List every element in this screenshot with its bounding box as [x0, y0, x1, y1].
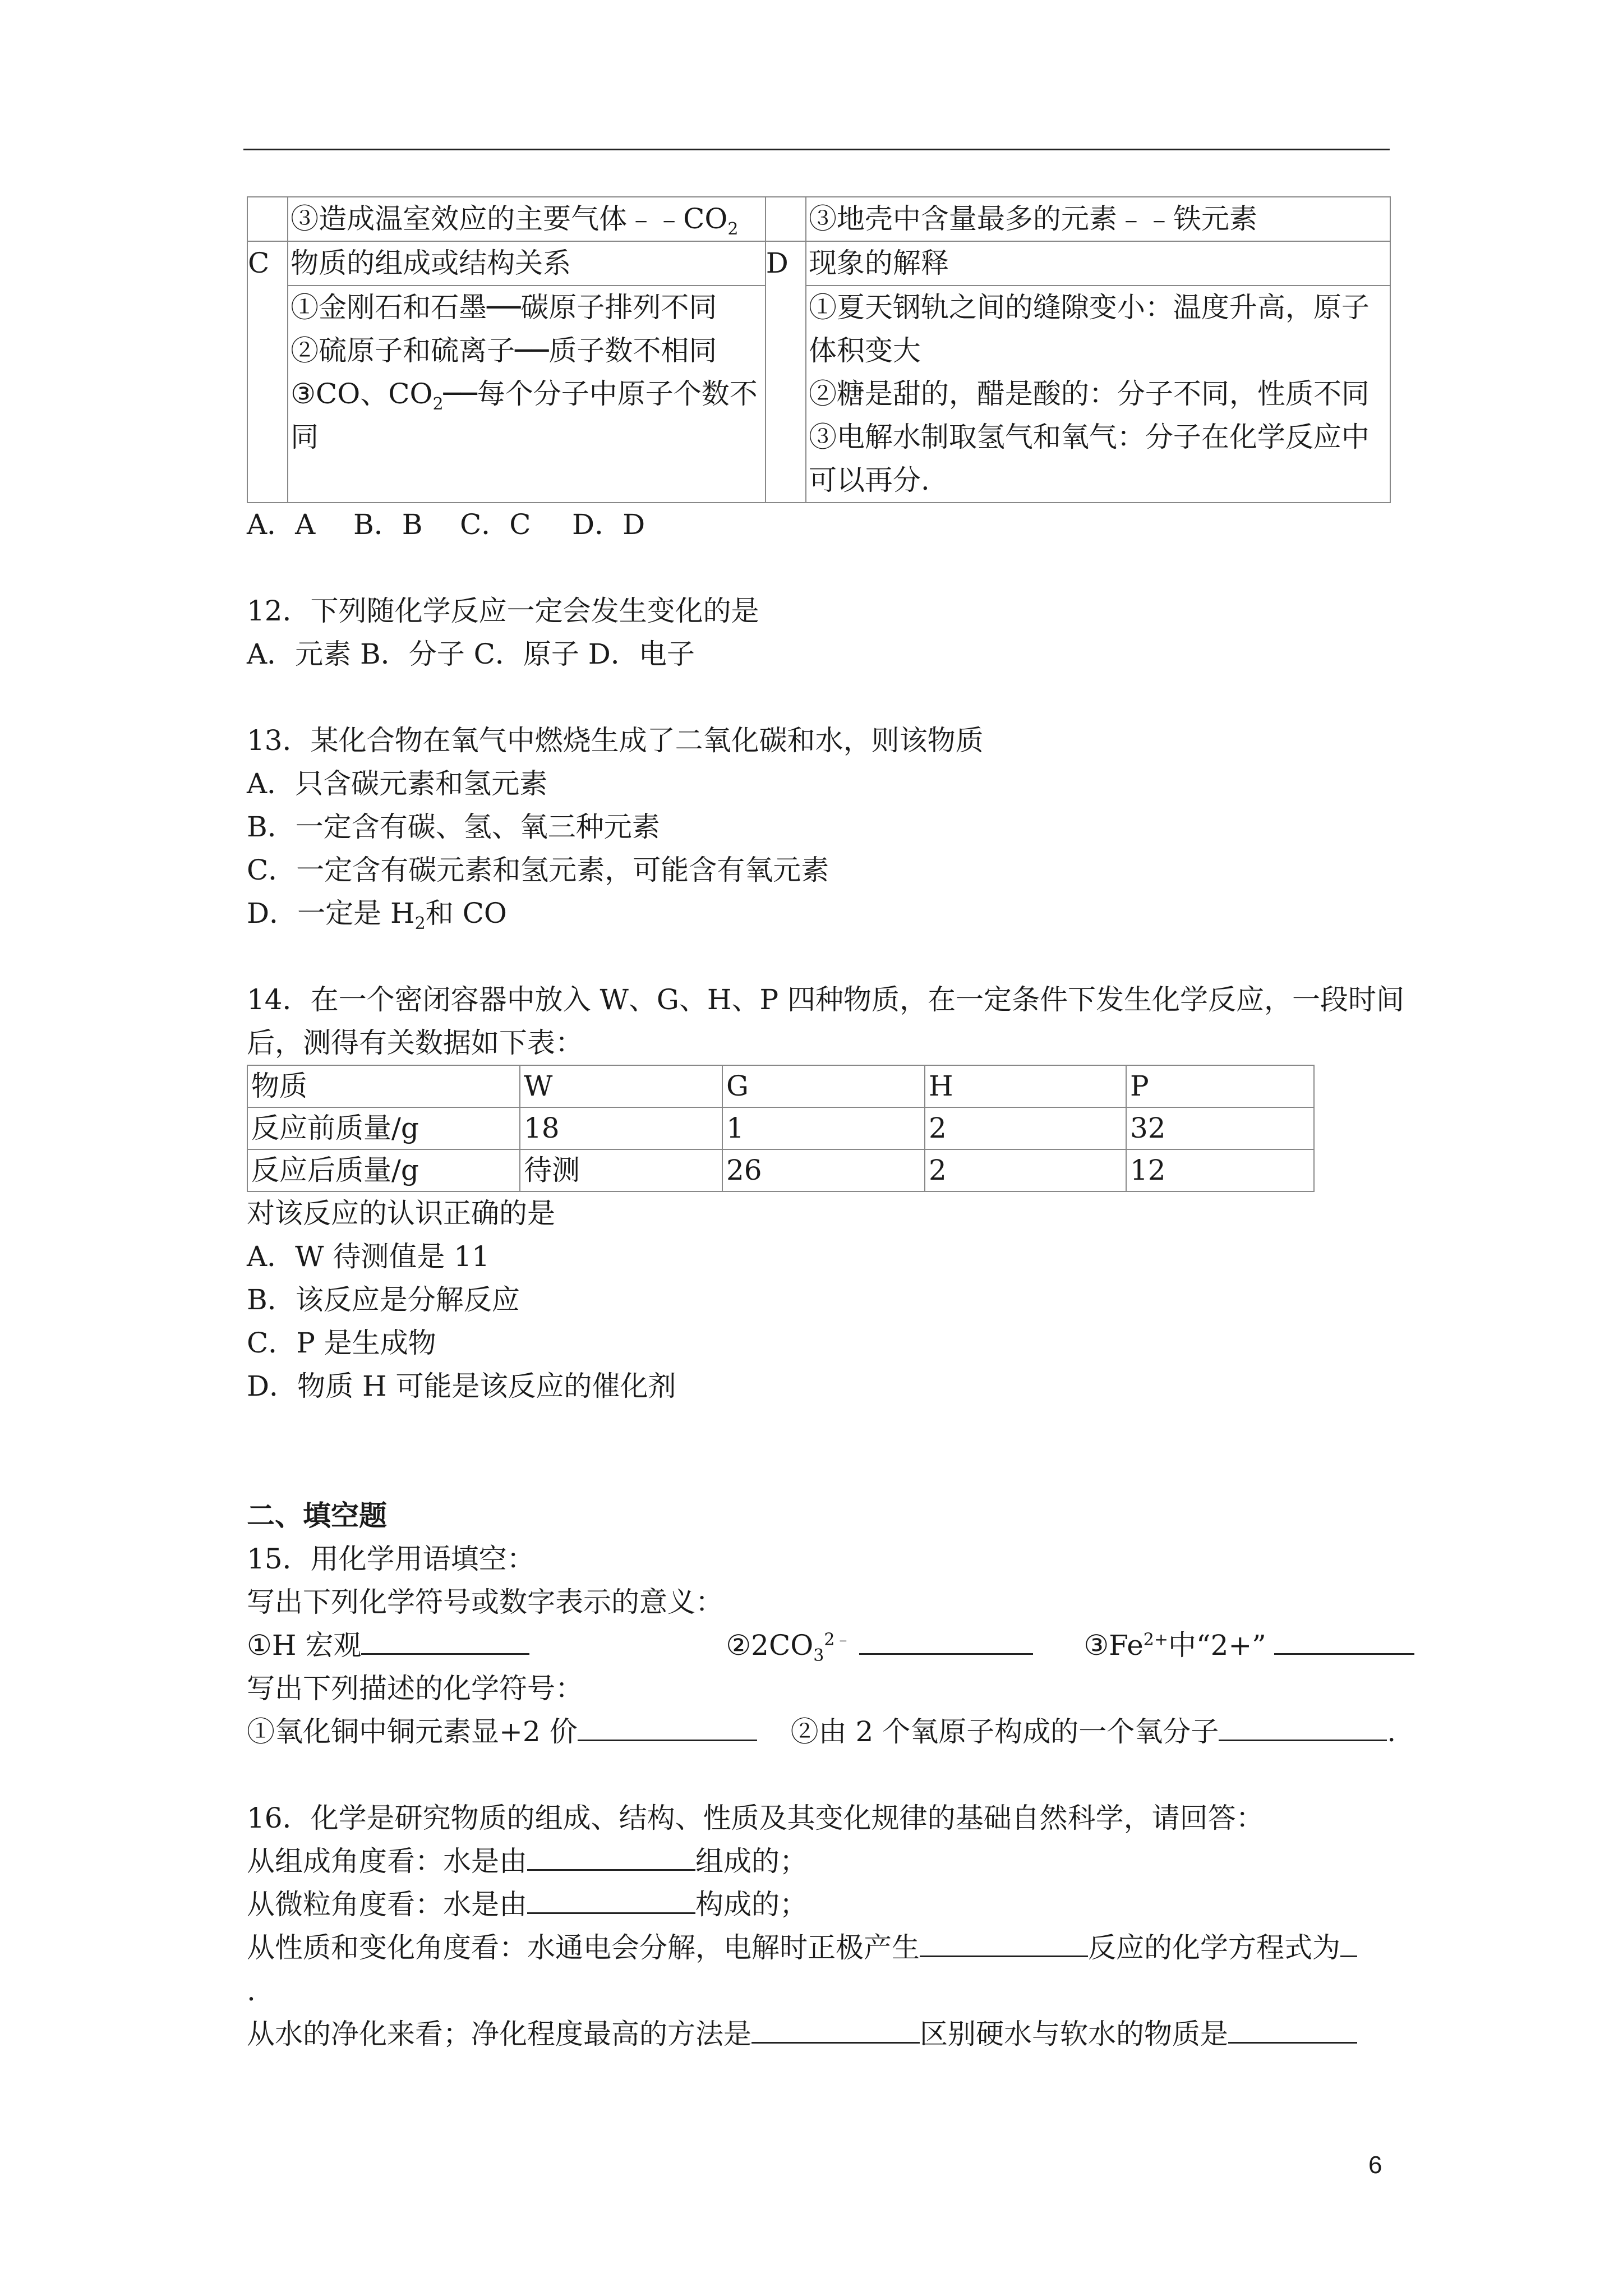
item-text: 中“2+”: [1168, 1629, 1266, 1662]
option-d: D．物质 H 可能是该反应的催化剂: [247, 1370, 676, 1402]
question-16-line: [247, 2013, 1391, 2056]
table-row: [247, 1107, 1314, 1149]
item-text: ③Fe: [1083, 1629, 1144, 1662]
option-label-c: [247, 241, 288, 503]
item-text: .: [1387, 1715, 1396, 1748]
item-text: ②由 2 个氧原子构成的一个氧分子: [790, 1715, 1219, 1748]
question-16-line: [247, 1926, 1391, 1970]
answer-blank[interactable]: [920, 1926, 1088, 1957]
table-cell: [288, 241, 766, 286]
question-14-stem: 后，测得有关数据如下表：: [247, 1027, 583, 1059]
question-12-options: A．元素 B．分子 C．原子 D．电子: [247, 638, 695, 670]
cell-line: ②糖是甜的，醋是酸的：分子不同，性质不同: [808, 378, 1370, 410]
option-a: A．A: [247, 508, 316, 541]
table-cell: 待测: [520, 1149, 722, 1191]
superscript: 2﹣: [824, 1630, 852, 1650]
cell-text: 现象的解释: [808, 247, 949, 279]
subscript: 2: [432, 394, 444, 414]
question-15-stem: 15．用化学用语填空：: [247, 1543, 535, 1575]
answer-blank[interactable]: [527, 1883, 695, 1914]
table-cell: W: [520, 1065, 722, 1107]
item-text: ①氧化铜中铜元素显+2 价: [247, 1715, 578, 1748]
option-c: C．一定含有碳元素和氢元素，可能含有氧元素: [247, 854, 829, 886]
option-c: C．C: [460, 508, 531, 541]
answer-blank[interactable]: [751, 2013, 920, 2044]
option-d: [247, 892, 1391, 935]
cell-line: ②硫原子和硫离子──质子数不相同: [291, 334, 717, 367]
item-text: 构成的；: [695, 1888, 808, 1921]
table-cell: P: [1126, 1065, 1314, 1107]
superscript: 2+: [1143, 1630, 1169, 1650]
table-cell: 2: [925, 1107, 1126, 1149]
item-text: .: [247, 1975, 256, 2007]
table-cell: 1: [722, 1107, 925, 1149]
option-text: 和 CO: [425, 897, 507, 930]
item-text: 组成的；: [695, 1845, 808, 1878]
table-cell: 反应前质量/g: [247, 1107, 520, 1149]
cell-text: ③CO、CO: [291, 378, 433, 410]
cell-text: C: [248, 247, 270, 279]
question-16-stem: 16．化学是研究物质的组成、结构、性质及其变化规律的基础自然科学，请回答：: [247, 1802, 1264, 1834]
section-title: 二、填空题: [247, 1499, 387, 1532]
option-c: C．P 是生成物: [247, 1327, 436, 1359]
answer-blank[interactable]: [361, 1624, 529, 1655]
item-text: 从性质和变化角度看：水通电会分解，电解时正极产生: [247, 1931, 920, 1964]
subscript: 3: [813, 1646, 824, 1665]
page-content: [247, 196, 1404, 2056]
table-row: [247, 286, 1390, 503]
item-text: 反应的化学方程式为: [1088, 1931, 1340, 1964]
spacer: [247, 1754, 1391, 1797]
spacer: [247, 935, 1391, 978]
reaction-data-table: [247, 1065, 1315, 1192]
item-text: 从微粒角度看：水是由: [247, 1888, 527, 1921]
answer-blank[interactable]: [1228, 2013, 1357, 2044]
cell-line: 可以再分.: [808, 464, 930, 496]
question-15-subtitle: 写出下列化学符号或数字表示的意义：: [247, 1586, 723, 1618]
table-cell: 18: [520, 1107, 722, 1149]
question-14-prompt: 对该反应的认识正确的是: [247, 1197, 555, 1230]
item-text: 区别硬水与软水的物质是: [920, 2018, 1228, 2050]
spacer: [247, 1408, 1391, 1494]
subscript: 2: [727, 219, 739, 239]
table-row: [247, 197, 1390, 241]
cell-line: 体积变大: [808, 334, 921, 367]
option-b: B．B: [353, 508, 423, 541]
comparison-table: [247, 196, 1391, 503]
question-14-stem: 14．在一个密闭容器中放入 W、G、H、P 四种物质，在一定条件下发生化学反应，一段时间: [247, 983, 1404, 1016]
question-15-row2: [247, 1710, 1396, 1754]
option-a: A．W 待测值是 11: [247, 1240, 490, 1273]
cell-line: 同: [291, 421, 319, 453]
table-cell: 32: [1126, 1107, 1314, 1149]
item-text: ②2CO: [726, 1629, 814, 1662]
question-15-row1: [247, 1624, 1391, 1667]
cell-line: ①夏天钢轨之间的缝隙变小：温度升高，原子: [808, 291, 1370, 324]
subscript: 2: [414, 914, 426, 933]
answer-blank[interactable]: [859, 1624, 1033, 1655]
cell-text: D: [766, 247, 789, 279]
table-cell: 26: [722, 1149, 925, 1191]
table-row: [247, 1149, 1314, 1191]
cell-text: 物质的组成或结构关系: [291, 247, 571, 279]
table-cell: 反应后质量/g: [247, 1149, 520, 1191]
cell-text: ③地壳中含量最多的元素﹣﹣铁元素: [808, 203, 1257, 235]
option-b: B．该反应是分解反应: [247, 1283, 520, 1316]
table-cell: G: [722, 1065, 925, 1107]
cell-line: [291, 372, 763, 416]
answer-blank[interactable]: [1340, 1926, 1357, 1957]
question-16-line: [247, 1883, 1391, 1926]
q11-options: [247, 503, 1391, 546]
table-cell: [766, 197, 806, 241]
option-a: A．只含碳元素和氢元素: [247, 767, 548, 800]
table-cell: 12: [1126, 1149, 1314, 1191]
table-cell: [806, 197, 1390, 241]
table-row: [247, 1065, 1314, 1107]
item-text: 从组成角度看：水是由: [247, 1845, 527, 1878]
option-d: D．D: [572, 508, 645, 541]
table-cell: [288, 286, 766, 503]
question-15-subtitle: 写出下列描述的化学符号：: [247, 1672, 583, 1705]
table-cell: 物质: [247, 1065, 520, 1107]
answer-blank[interactable]: [1219, 1710, 1387, 1741]
cell-line: ①金刚石和石墨──碳原子排列不同: [291, 291, 717, 324]
page-number: 6: [1368, 2151, 1382, 2179]
table-cell: 2: [925, 1149, 1126, 1191]
question-13-stem: 13．某化合物在氧气中燃烧生成了二氧化碳和水，则该物质: [247, 724, 984, 757]
option-label-d: [766, 241, 806, 503]
option-b: B．一定含有碳、氢、氧三种元素: [247, 811, 660, 843]
cell-line: ③电解水制取氢气和氧气：分子在化学反应中: [808, 421, 1370, 453]
table-cell: [247, 197, 288, 241]
table-cell: [806, 286, 1390, 503]
table-cell: [806, 241, 1390, 286]
spacer: [247, 676, 1391, 719]
answer-blank[interactable]: [1274, 1624, 1414, 1655]
cell-text: ③造成温室效应的主要气体﹣﹣CO: [291, 203, 728, 235]
answer-blank[interactable]: [578, 1710, 757, 1741]
option-text: D．一定是 H: [247, 897, 415, 930]
answer-blank[interactable]: [527, 1840, 695, 1871]
table-row: [247, 241, 1390, 286]
table-cell: H: [925, 1065, 1126, 1107]
cell-text: ──每个分子中原子个数不: [443, 378, 758, 410]
question-16-line: [247, 1840, 1391, 1883]
item-text: ①H 宏观: [247, 1629, 362, 1662]
question-12-stem: 12．下列随化学反应一定会发生变化的是: [247, 595, 759, 627]
spacer: [247, 546, 1391, 590]
item-text: 从水的净化来看；净化程度最高的方法是: [247, 2018, 751, 2050]
header-rule: [243, 149, 1390, 150]
table-cell: [288, 197, 766, 241]
